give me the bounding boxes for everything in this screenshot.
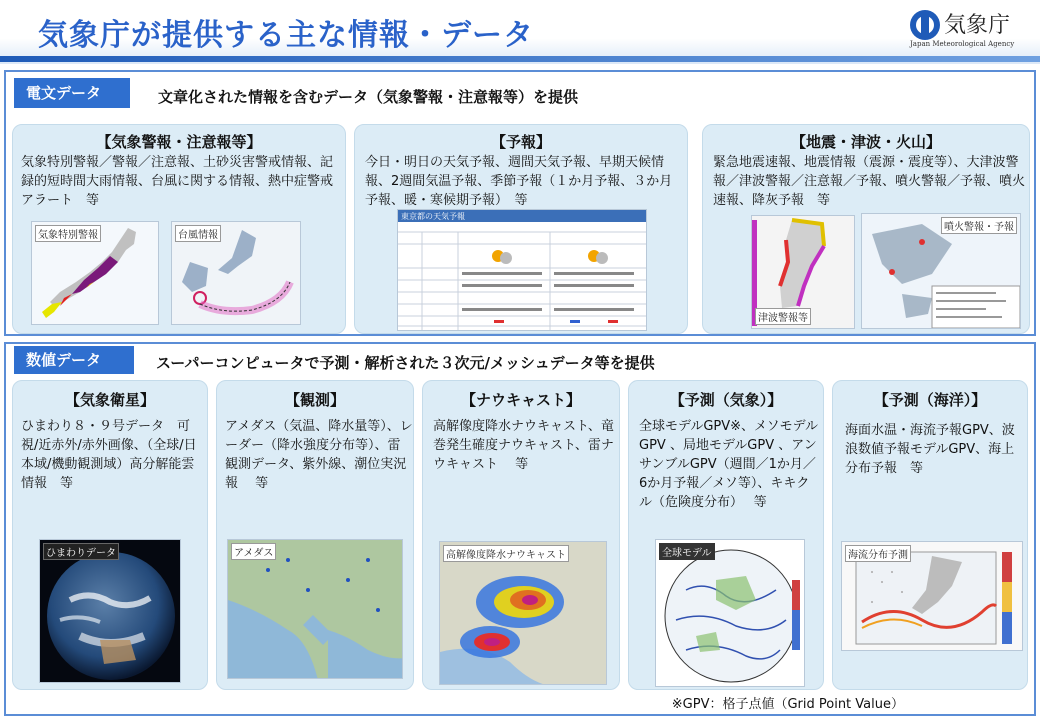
- card-text: ひまわり８・９号データ 可視/近赤外/赤外画像、（全球/日本域/機動観測域）高分解能雲情報 等: [21, 419, 197, 491]
- card-title: 【観測】: [284, 391, 345, 409]
- image-label: 台風情報: [175, 225, 221, 242]
- image-label: 津波警報等: [755, 308, 811, 325]
- image-label: アメダス: [231, 543, 276, 560]
- card-nowcast[interactable]: [422, 380, 620, 690]
- card-observation[interactable]: [216, 380, 414, 690]
- telegram-tag: 電文データ: [14, 78, 130, 108]
- image-label: ひまわりデータ: [43, 543, 119, 560]
- numeric-data-section: [4, 342, 1036, 716]
- gpv-footnote: ※GPV：格子点値（Grid Point Value）: [671, 697, 904, 712]
- card-satellite[interactable]: [12, 380, 208, 690]
- ocean-current-image: [841, 541, 1023, 651]
- card-weather-model[interactable]: [628, 380, 824, 690]
- tsunami-map-image: [751, 215, 855, 329]
- card-warnings[interactable]: [12, 124, 346, 334]
- card-title: 【気象警報・注意報等】: [96, 133, 262, 151]
- volcano-map-image: [861, 213, 1021, 329]
- global-model-globe: [656, 540, 805, 687]
- card-text: アメダス（気温、降水量等）、レーダー（降水強度分布等）、雷観測データ、紫外線、潮位実況報 等: [225, 419, 413, 491]
- himawari-image: [39, 539, 181, 683]
- forecast-table-image: [397, 209, 647, 331]
- logo-english: Japan Meteorological Agency: [910, 40, 1015, 48]
- card-text: 全球モデルGPV※、メソモデルGPV 、局地モデルGPV 、アンサンブルGPV（週間／1か月／6か月予報／メソ等）、キキクル（危険度分布） 等: [639, 419, 819, 510]
- card-text: 高解像度降水ナウキャスト、竜巻発生確度ナウキャスト、雷ナウキャスト 等: [433, 419, 614, 472]
- himawari-globe: [40, 540, 181, 683]
- telegram-description: 文章化された情報を含むデータ（気象警報・注意報等）を提供: [158, 88, 579, 106]
- image-label: 全球モデル: [659, 543, 715, 560]
- numeric-tag: 数値データ: [14, 346, 134, 374]
- image-label: 海流分布予測: [845, 545, 911, 562]
- amedas-map: [228, 540, 403, 679]
- warning-map-image: [31, 221, 159, 325]
- card-earthquake[interactable]: [702, 124, 1030, 334]
- card-text: 緊急地震速報、地震情報（震源・震度等）、大津波警報／津波警報／注意報／予報、噴火警報／予報、噴火速報、降灰予報 等: [713, 155, 1026, 208]
- image-label: 高解像度降水ナウキャスト: [443, 545, 569, 562]
- forecast-table-grid: [398, 222, 647, 331]
- jma-logo: [910, 6, 1028, 52]
- logo-name: 気象庁: [944, 13, 1011, 38]
- card-title: 【地震・津波・火山】: [790, 133, 941, 151]
- page-title: 気象庁が提供する主な情報・データ: [38, 18, 534, 53]
- card-ocean-model[interactable]: [832, 380, 1028, 690]
- precip-nowcast-map: [440, 542, 607, 685]
- card-title: 【気象衛星】: [64, 391, 155, 409]
- card-title: 【予測（気象）】: [669, 391, 783, 409]
- numeric-description: スーパーコンピュータで予測・解析された３次元/メッシュデータ等を提供: [156, 354, 655, 372]
- card-title: 【予報】: [490, 133, 551, 151]
- forecast-table-title: 東京都の天気予報: [401, 212, 465, 221]
- telegram-data-section: [4, 70, 1036, 336]
- card-text: 海面水温・海流予報GPV、波浪数値予報モデルGPV、海上分布予報 等: [845, 423, 1015, 476]
- nowcast-image: [439, 541, 607, 685]
- card-title: 【ナウキャスト】: [460, 391, 581, 409]
- card-text: 今日・明日の天気予報、週間天気予報、早期天候情報、2週間気温予報、季節予報（１か月予報、３か月予報、暖・寒候期予報） 等: [365, 155, 673, 208]
- card-title: 【予測（海洋）】: [873, 391, 987, 409]
- card-text: 気象特別警報／警報／注意報、土砂災害警戒情報、記録的短時間大雨情報、台風に関する情報、熱中症警戒アラート 等: [21, 155, 334, 208]
- gsm-image: [655, 539, 805, 687]
- jma-logo-icon: [910, 10, 940, 40]
- amedas-image: [227, 539, 403, 679]
- header-rule: [0, 56, 1040, 62]
- image-label: 気象特別警報: [35, 225, 101, 242]
- page-header: [0, 0, 1040, 64]
- typhoon-map-image: [171, 221, 301, 325]
- card-forecast[interactable]: [354, 124, 688, 334]
- image-label: 噴火警報・予報: [941, 217, 1017, 234]
